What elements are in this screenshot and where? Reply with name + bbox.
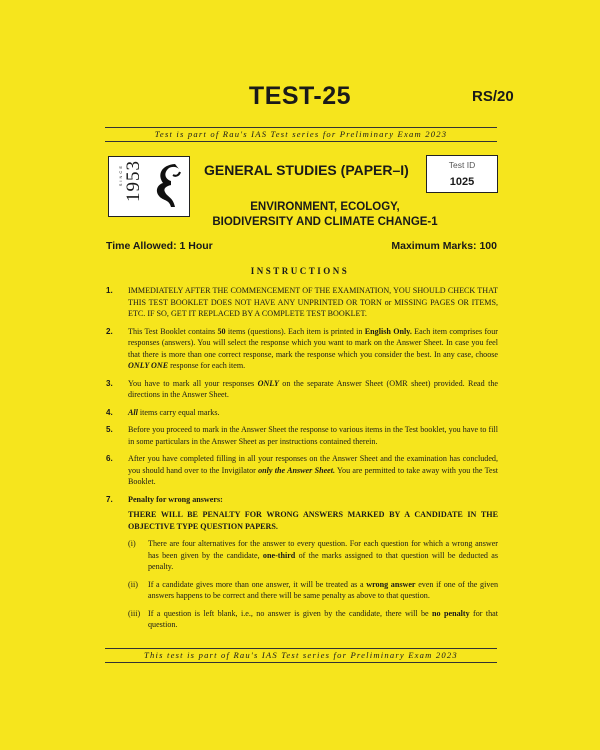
instruction-text: on the separate Answer Sheet (OMR sheet) provided. Read the directions in the Answer Sheet. bbox=[128, 378, 498, 399]
instruction-item-4 bbox=[106, 407, 498, 419]
subject-title bbox=[205, 200, 445, 230]
instruction-item-3 bbox=[106, 378, 498, 401]
item-number: 6. bbox=[106, 454, 113, 463]
instruction-text: You are permitted to take away with you the Test Booklet. bbox=[128, 465, 498, 486]
institute-logo bbox=[108, 156, 190, 217]
emphasis-text: wrong answer bbox=[366, 579, 416, 589]
test-title: TEST-25 bbox=[248, 82, 352, 110]
instruction-text: You have to mark all your responses bbox=[128, 378, 258, 388]
emphasis-text: only the Answer Sheet. bbox=[258, 465, 336, 475]
instructions-list bbox=[106, 285, 498, 637]
instruction-text: If a candidate gives more than one answer, it will be treated as a bbox=[148, 579, 367, 589]
emphasis-text: ONLY bbox=[257, 378, 279, 388]
instruction-text: If a question is left blank, i.e., no answer is given by the candidate, there will be bbox=[148, 608, 433, 618]
series-banner-bottom: This test is part of Rau's IAS Test series for Preliminary Exam 2023 bbox=[105, 648, 497, 663]
emphasis-text: ONLY ONE bbox=[128, 361, 169, 370]
emphasis-text: All bbox=[128, 407, 138, 417]
penalty-warning: THERE WILL BE PENALTY FOR WRONG ANSWERS MARKED BY A CANDIDATE IN THE OBJECTIVE TYPE QUESTION PAPERS. bbox=[128, 510, 498, 531]
instruction-item-1 bbox=[106, 285, 498, 320]
instructions-heading: INSTRUCTIONS bbox=[250, 266, 350, 276]
penalty-subitem-3 bbox=[128, 608, 498, 631]
item-number: 3. bbox=[106, 378, 113, 388]
instruction-text: of the marks assigned to that question will be deducted as penalty. bbox=[148, 550, 499, 571]
item-number: 4. bbox=[106, 407, 113, 417]
paper-title: GENERAL STUDIES (PAPER–I) bbox=[204, 162, 409, 178]
instruction-text: Each item comprises four responses (answers). You will select the response which you want to mark on the Answer Sheet. In case you feel that there is more than one correct response, mark the response which you consider the best. In any case, choose bbox=[128, 326, 498, 359]
instruction-text: IMMEDIATELY AFTER THE COMMENCEMENT OF THE EXAMINATION, YOU SHOULD CHECK THAT THIS TEST BOOKLET DOES NOT HAVE ANY UNPRINTED OR TORN or MISSING PAGES OR ITEMS, ETC. IF SO, GET IT REPLACED BY A COMPLETE TEST BOOKLET. bbox=[128, 286, 498, 318]
instruction-item-5 bbox=[106, 424, 498, 447]
item-number: 1. bbox=[106, 286, 113, 295]
time-allowed: Time Allowed: 1 Hour bbox=[106, 240, 213, 252]
language-note: English Only. bbox=[364, 326, 412, 336]
logo-year-text: 1953 bbox=[123, 160, 144, 202]
instruction-text: items carry equal marks. bbox=[137, 407, 220, 417]
test-id-value: 1025 bbox=[449, 176, 475, 188]
emphasis-text: one-third bbox=[262, 550, 296, 560]
subitem-number: (iii) bbox=[128, 608, 141, 618]
instruction-text: items (questions). Each item is printed in bbox=[225, 326, 365, 336]
subitem-number: (i) bbox=[128, 539, 136, 548]
test-id-box bbox=[426, 155, 498, 193]
instruction-text: After you have completed filling in all your responses on the Answer Sheet and the examination has concluded, you should hand over to the Invigilator bbox=[128, 454, 498, 475]
item-number: 2. bbox=[106, 326, 113, 336]
instruction-text: even if one of the given answers happens to be correct and there will be same penalty as above to that question. bbox=[148, 579, 499, 600]
penalty-label: Penalty for wrong answers bbox=[128, 494, 221, 504]
instruction-text: response for each item. bbox=[168, 361, 246, 370]
instruction-text: for that question. bbox=[148, 608, 498, 629]
maximum-marks: Maximum Marks: 100 bbox=[391, 240, 497, 252]
subject-line-1: ENVIRONMENT, ECOLOGY, bbox=[250, 201, 400, 213]
penalty-subitem-1 bbox=[128, 538, 498, 573]
series-banner-top: Test is part of Rau's IAS Test series for Preliminary Exam 2023 bbox=[105, 127, 497, 142]
subject-line-2: BIODIVERSITY AND CLIMATE CHANGE-1 bbox=[212, 216, 438, 228]
price-label: RS/20 bbox=[472, 88, 514, 105]
penalty-subitem-2 bbox=[128, 579, 498, 602]
emphasis-text: no penalty bbox=[432, 608, 470, 618]
instruction-item-6 bbox=[106, 453, 498, 488]
subitem-number: (ii) bbox=[128, 579, 138, 589]
test-id-label: Test ID bbox=[448, 160, 476, 170]
logo-emblem-icon bbox=[149, 161, 183, 211]
instruction-text: There are four alternatives for the answer to every question. For each question for which a wrong answer has been given by the candidate, bbox=[148, 539, 498, 560]
item-number: 7. bbox=[106, 494, 113, 504]
logo-since-text: SINCE bbox=[118, 164, 123, 187]
instruction-text: This Test Booklet contains bbox=[128, 326, 218, 336]
item-number: 5. bbox=[106, 425, 113, 434]
instruction-item-7: 7. Penalty for wrong answers: THERE WILL BE PENALTY FOR WRONG ANSWERS MARKED BY A CANDIDATE IN THE OBJECTIVE TYPE QUESTION PAPERS. (i) There are four alternatives for the answer to every question. For each question for which a wrong answer has been given by the candidate, one-third of the marks assigned to that question will be deducted as penalty. (ii) If a candidate gives more than one answer, it will be treated as a wrong answer even if one of the given answers happens to be correct and there will be same penalty as above to that question. (iii) If a question is left blank, i.e., no answer is given by the candidate, there will be no penalty for that question. bbox=[106, 494, 499, 629]
item-count: 50 bbox=[217, 326, 226, 336]
instruction-item-2 bbox=[106, 326, 498, 372]
instruction-text: Before you proceed to mark in the Answer Sheet the response to various items in the Test booklet, you have to fill in some particulars in the Answer Sheet as per instructions contained therein. bbox=[128, 425, 498, 446]
